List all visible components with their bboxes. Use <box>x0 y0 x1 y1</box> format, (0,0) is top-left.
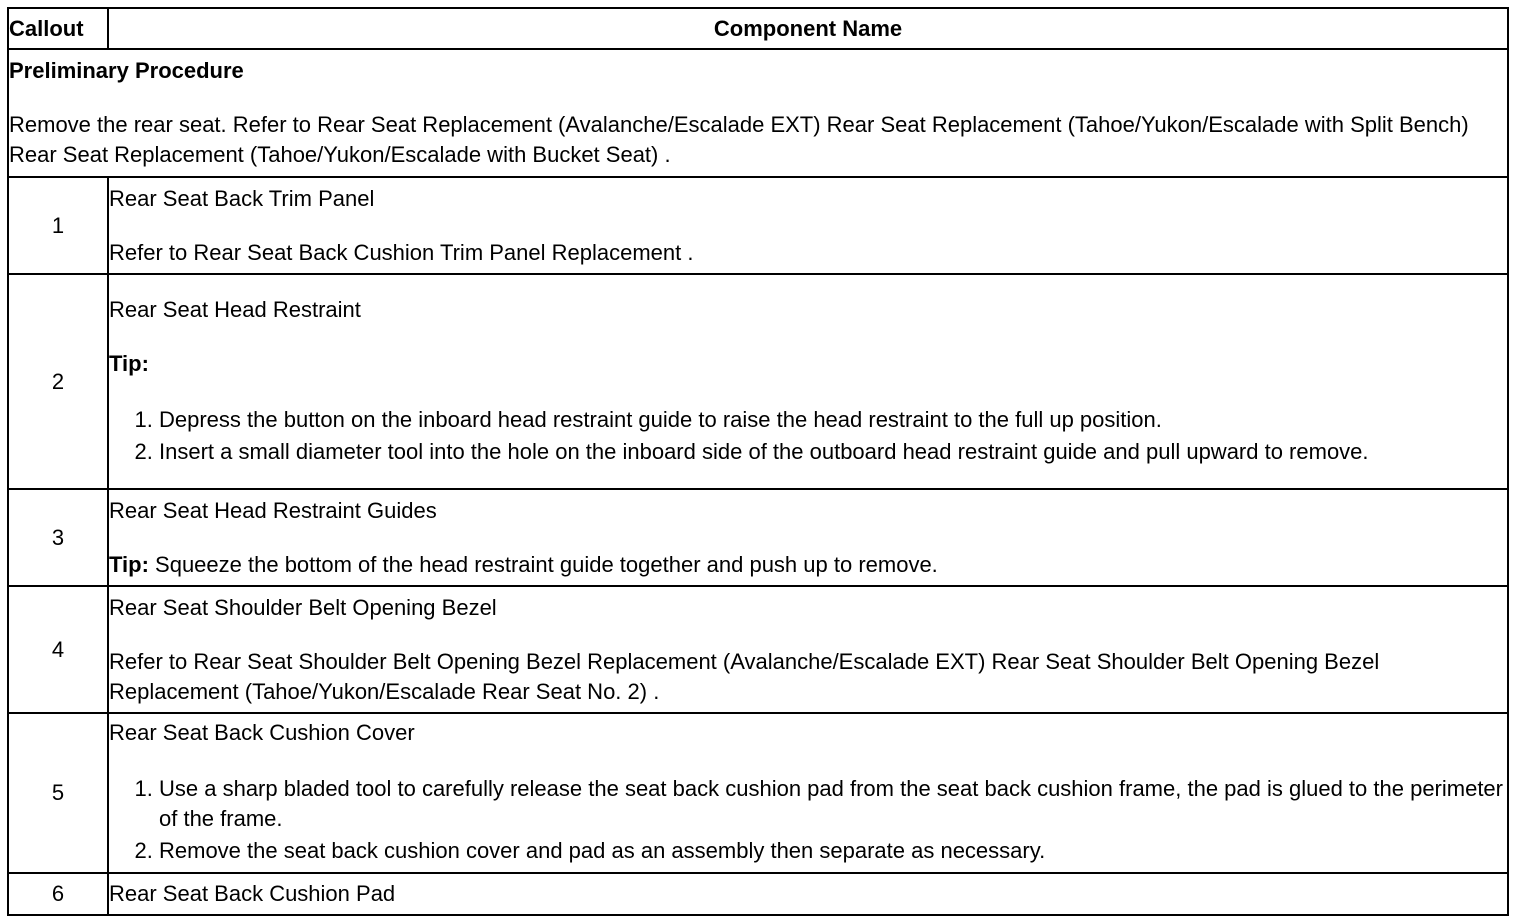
tip-line <box>109 550 1507 580</box>
component-name: Rear Seat Shoulder Belt Opening Bezel <box>109 594 497 620</box>
component-name: Rear Seat Back Trim Panel <box>109 185 375 211</box>
step-list <box>109 405 1507 467</box>
step-item: 1. Depress the button on the inboard head restraint guide to raise the head restraint to the full up position. <box>159 405 1507 435</box>
component-cell <box>108 489 1508 586</box>
table-row <box>8 586 1508 713</box>
preliminary-cell <box>8 49 1508 177</box>
tip-text: Squeeze the bottom of the head restraint guide together and push up to remove. <box>148 551 938 577</box>
callout-number: 6 <box>8 873 108 915</box>
component-cell <box>108 586 1508 713</box>
table-row <box>8 177 1508 274</box>
component-name: Rear Seat Head Restraint <box>109 296 361 322</box>
table-row <box>8 274 1508 489</box>
component-name: Rear Seat Back Cushion Cover <box>109 720 415 745</box>
preliminary-row <box>8 49 1508 177</box>
preliminary-text: Remove the rear seat. Refer to Rear Seat Replacement (Avalanche/Escalade EXT) Rear Seat Replacement (Tahoe/Yukon/Escalade with Split Bench) Rear Seat Replacement (Tahoe/Yukon/Escalade with Bucket Seat) . <box>9 112 1469 167</box>
step-item: 2. Remove the seat back cushion cover and pad as an assembly then separate as necessary. <box>159 836 1507 866</box>
component-cell <box>108 177 1508 274</box>
procedure-table <box>7 7 1509 916</box>
callout-number: 4 <box>8 586 108 713</box>
preliminary-title: Preliminary Procedure <box>9 58 244 83</box>
component-name: Rear Seat Head Restraint Guides <box>109 497 437 523</box>
callout-header: Callout <box>8 8 108 49</box>
callout-number: 5 <box>8 713 108 873</box>
step-item: 2. Insert a small diameter tool into the hole on the inboard side of the outboard head restraint guide and pull upward to remove. <box>159 437 1507 467</box>
component-name: Rear Seat Back Cushion Pad <box>109 881 396 906</box>
callout-number: 3 <box>8 489 108 586</box>
component-note: Refer to Rear Seat Back Cushion Trim Panel Replacement . <box>109 239 694 265</box>
component-cell <box>108 274 1508 489</box>
tip-label: Tip: <box>109 350 149 376</box>
component-cell <box>108 713 1508 873</box>
step-item: 1. Use a sharp bladed tool to carefully release the seat back cushion pad from the seat back cushion frame, the pad is glued to the perimeter of the frame. <box>159 774 1507 834</box>
table-row <box>8 489 1508 586</box>
component-note: Refer to Rear Seat Shoulder Belt Opening Bezel Replacement (Avalanche/Escalade EXT) Rear Seat Shoulder Belt Opening Bezel Replacement (Tahoe/Yukon/Escalade Rear Seat No. 2) . <box>109 648 1380 704</box>
table-row <box>8 713 1508 873</box>
callout-number: 1 <box>8 177 108 274</box>
component-name-header: Component Name <box>108 8 1508 49</box>
table-row <box>8 873 1508 915</box>
header-row <box>8 8 1508 49</box>
callout-number: 2 <box>8 274 108 489</box>
component-cell <box>108 873 1508 915</box>
tip-label: Tip: <box>109 551 149 577</box>
step-list <box>109 774 1507 866</box>
